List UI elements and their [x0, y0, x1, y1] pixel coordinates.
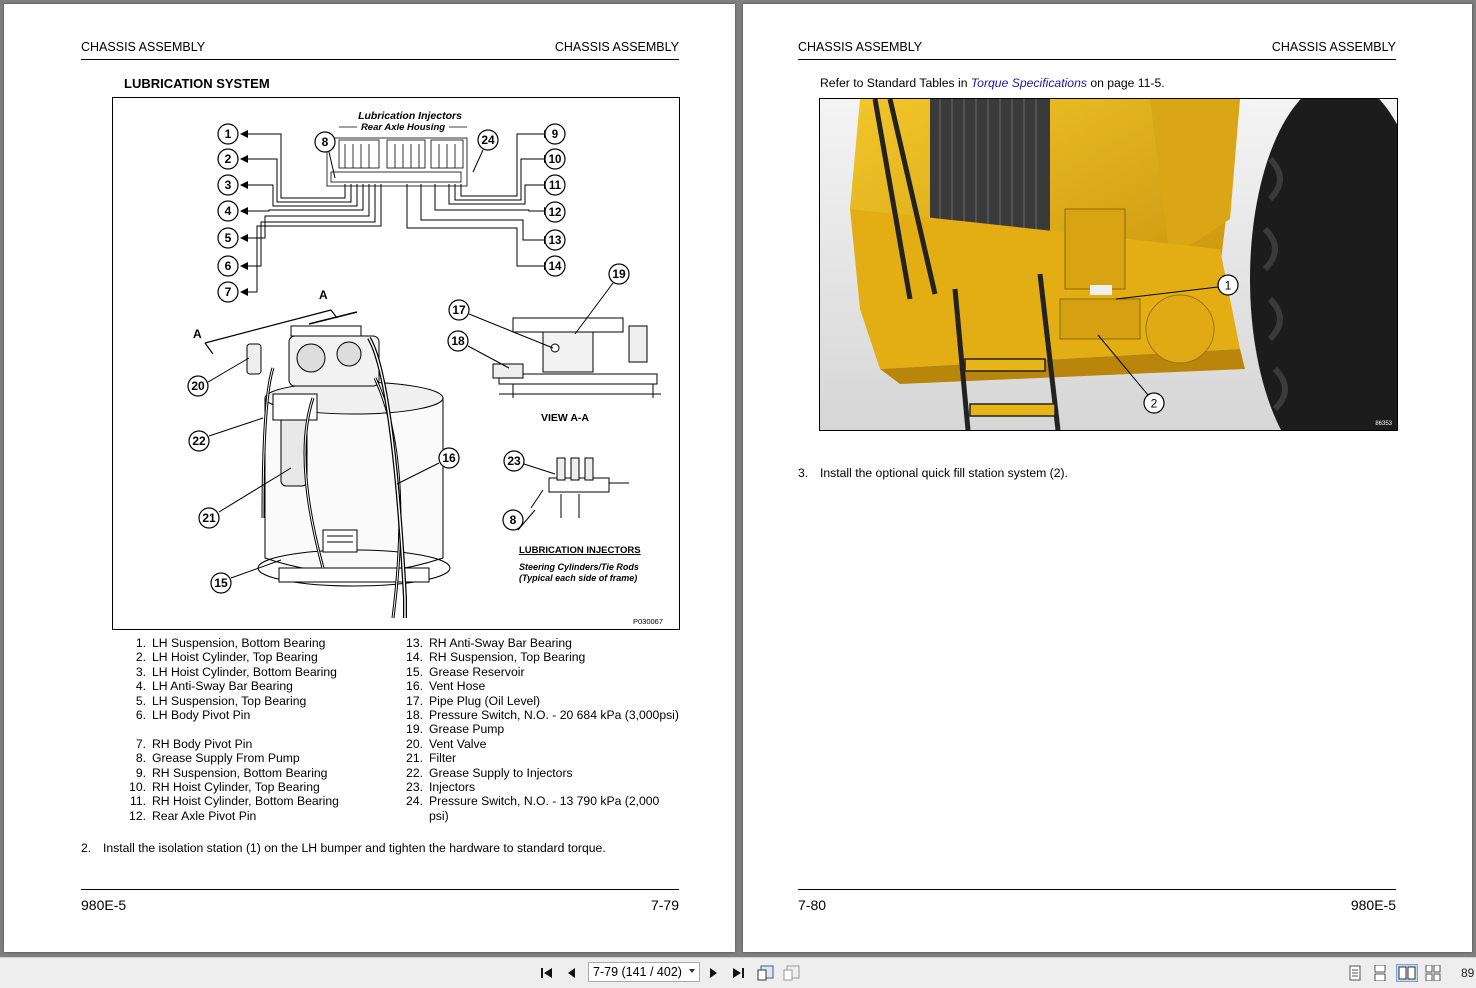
truck-photo — [819, 98, 1398, 431]
step-number: 3. — [798, 466, 809, 480]
legend-item: 10. RH Hoist Cylinder, Top Bearing — [129, 780, 320, 795]
callout-17: 17 — [452, 303, 466, 317]
callout-20: 20 — [191, 379, 205, 393]
next-page-icon[interactable] — [706, 964, 722, 982]
inset-injectors-drawing — [531, 458, 629, 518]
inset-caption-2: (Typical each side of frame) — [519, 573, 638, 583]
step-2 — [81, 841, 681, 855]
section-a-right: A — [319, 288, 328, 302]
legend-item: 21. Filter — [406, 751, 457, 766]
figure-id: P030067 — [632, 617, 663, 626]
step-text: Install the optional quick fill station system (2). — [820, 466, 1068, 480]
inset-title: LUBRICATION INJECTORS — [519, 545, 641, 556]
page-indicator: 7-79 (141 / 402) — [593, 965, 682, 979]
right-page — [743, 4, 1472, 952]
torque-spec-link[interactable]: Torque Specifications — [970, 76, 1087, 90]
two-page-continuous-icon[interactable] — [1424, 964, 1442, 982]
legend-item: 18. Pressure Switch, N.O. - 20 684 kPa (3,000psi) — [406, 708, 679, 723]
footer-rule — [798, 889, 1396, 890]
legend-item: 19. Grease Pump — [406, 722, 505, 737]
callout-4: 4 — [224, 204, 232, 218]
callouts-inset — [503, 451, 555, 530]
viewer-toolbar — [0, 957, 1476, 988]
legend-item: 16. Vent Hose — [406, 679, 486, 694]
two-page-icon[interactable] — [1396, 964, 1418, 982]
legend-item: 22. Grease Supply to Injectors — [406, 765, 573, 780]
header-left: CHASSIS ASSEMBLY — [798, 40, 923, 54]
lubrication-figure — [112, 97, 680, 630]
callout-14: 14 — [548, 261, 562, 273]
legend-item: 15. Grease Reservoir — [406, 664, 525, 679]
callout-21: 21 — [202, 511, 216, 525]
legend-item: 1. LH Suspension, Bottom Bearing — [135, 636, 326, 650]
callout-15: 15 — [214, 576, 228, 590]
legend-item: 4. LH Anti-Sway Bar Bearing — [135, 679, 293, 694]
fit-width-icon[interactable] — [782, 964, 802, 982]
callout-5: 5 — [224, 231, 232, 245]
reference-suffix: on page 11-5. — [1086, 76, 1165, 90]
grease-reservoir-drawing — [247, 312, 450, 618]
callout-24: 24 — [481, 133, 495, 147]
footer-page-number: 7-79 — [650, 897, 679, 913]
legend-item: 7. RH Body Pivot Pin — [135, 736, 253, 751]
photo-callout-1: 1 — [1224, 278, 1232, 293]
legend-column-1 — [124, 636, 374, 823]
callout-7: 7 — [224, 285, 232, 299]
view-aa-drawing — [493, 318, 661, 398]
header-right: CHASSIS ASSEMBLY — [554, 40, 679, 54]
legend-column-2 — [401, 636, 681, 823]
callout-10: 10 — [548, 154, 562, 166]
footer-rule — [81, 889, 679, 890]
first-page-icon[interactable] — [538, 964, 556, 982]
header-left: CHASSIS ASSEMBLY — [81, 40, 206, 54]
header-rule — [798, 59, 1396, 60]
callout-11: 11 — [548, 180, 562, 192]
prev-page-icon[interactable] — [563, 964, 579, 982]
figure-title-1: Lubrication Injectors — [358, 110, 462, 122]
arrowheads-left — [240, 130, 248, 296]
callouts-right — [545, 124, 565, 276]
reference-prefix: Refer to Standard Tables in — [820, 76, 971, 90]
legend-spacer — [124, 722, 374, 736]
legend-item: 6. LH Body Pivot Pin — [135, 708, 251, 723]
legend-item: 9. RH Suspension, Bottom Bearing — [135, 765, 328, 780]
legend-item: 5. LH Suspension, Top Bearing — [135, 693, 307, 708]
legend-item: 12. Rear Axle Pivot Pin — [129, 808, 257, 823]
legend-item: 17. Pipe Plug (Oil Level) — [406, 693, 541, 708]
left-page — [4, 4, 735, 952]
continuous-icon[interactable] — [1371, 964, 1389, 982]
callout-8-inset: 8 — [509, 513, 517, 527]
callout-1: 1 — [224, 127, 232, 141]
callout-19: 19 — [612, 267, 626, 281]
callout-16: 16 — [442, 451, 456, 465]
section-a-left: A — [193, 327, 202, 341]
legend-item: 20. Vent Valve — [406, 736, 487, 751]
footer-page-number: 7-80 — [798, 897, 827, 913]
legend-item: 13. RH Anti-Sway Bar Bearing — [406, 636, 572, 650]
single-page-icon[interactable] — [1346, 964, 1364, 982]
legend-item: 14. RH Suspension, Top Bearing — [406, 650, 586, 665]
legend-item: 11. RH Hoist Cylinder, Bottom Bearing — [129, 794, 339, 809]
callouts-view — [448, 264, 629, 368]
callout-8-top: 8 — [321, 135, 329, 149]
header-right: CHASSIS ASSEMBLY — [1271, 40, 1396, 54]
callout-18: 18 — [451, 334, 465, 348]
zoom-level[interactable]: 89 — [1461, 966, 1475, 980]
footer-right: 980E-5 — [1350, 897, 1396, 913]
photo-id: 86353 — [1375, 421, 1392, 427]
callout-22: 22 — [192, 434, 206, 448]
reference-text — [820, 76, 1165, 90]
page-selector[interactable] — [588, 962, 700, 982]
legend-item: 2. LH Hoist Cylinder, Top Bearing — [135, 650, 318, 665]
legend-item: 24. Pressure Switch, N.O. - 13 790 kPa (2,000 psi) — [406, 794, 660, 823]
callouts-left — [218, 124, 238, 302]
photo-callout-2: 2 — [1150, 396, 1158, 411]
step-3 — [798, 466, 1068, 480]
callout-12: 12 — [548, 207, 562, 219]
callout-6: 6 — [224, 259, 232, 273]
callout-2: 2 — [224, 152, 232, 166]
legend-item: 23. Injectors — [406, 780, 476, 795]
fit-page-icon[interactable] — [756, 964, 776, 982]
legend-item: 3. LH Hoist Cylinder, Bottom Bearing — [135, 664, 337, 679]
callout-13: 13 — [548, 235, 562, 247]
footer-left: 980E-5 — [81, 897, 127, 913]
injector-block — [327, 138, 467, 186]
callout-9: 9 — [551, 129, 559, 141]
last-page-icon[interactable] — [730, 964, 748, 982]
legend-item: 8. Grease Supply From Pump — [135, 751, 300, 766]
inset-caption-1: Steering Cylinders/Tie Rods — [519, 562, 639, 572]
view-aa-label: VIEW A-A — [540, 412, 590, 424]
callout-3: 3 — [224, 178, 232, 192]
step-number: 2. — [81, 841, 92, 855]
chevron-down-icon — [689, 969, 695, 973]
figure-title-2: Rear Axle Housing — [360, 122, 446, 133]
callout-23: 23 — [507, 454, 521, 468]
section-title: LUBRICATION SYSTEM — [124, 76, 270, 91]
header-rule — [81, 59, 679, 60]
step-text: Install the isolation station (1) on the LH bumper and tighten the hardware to standard torque. — [103, 841, 606, 855]
